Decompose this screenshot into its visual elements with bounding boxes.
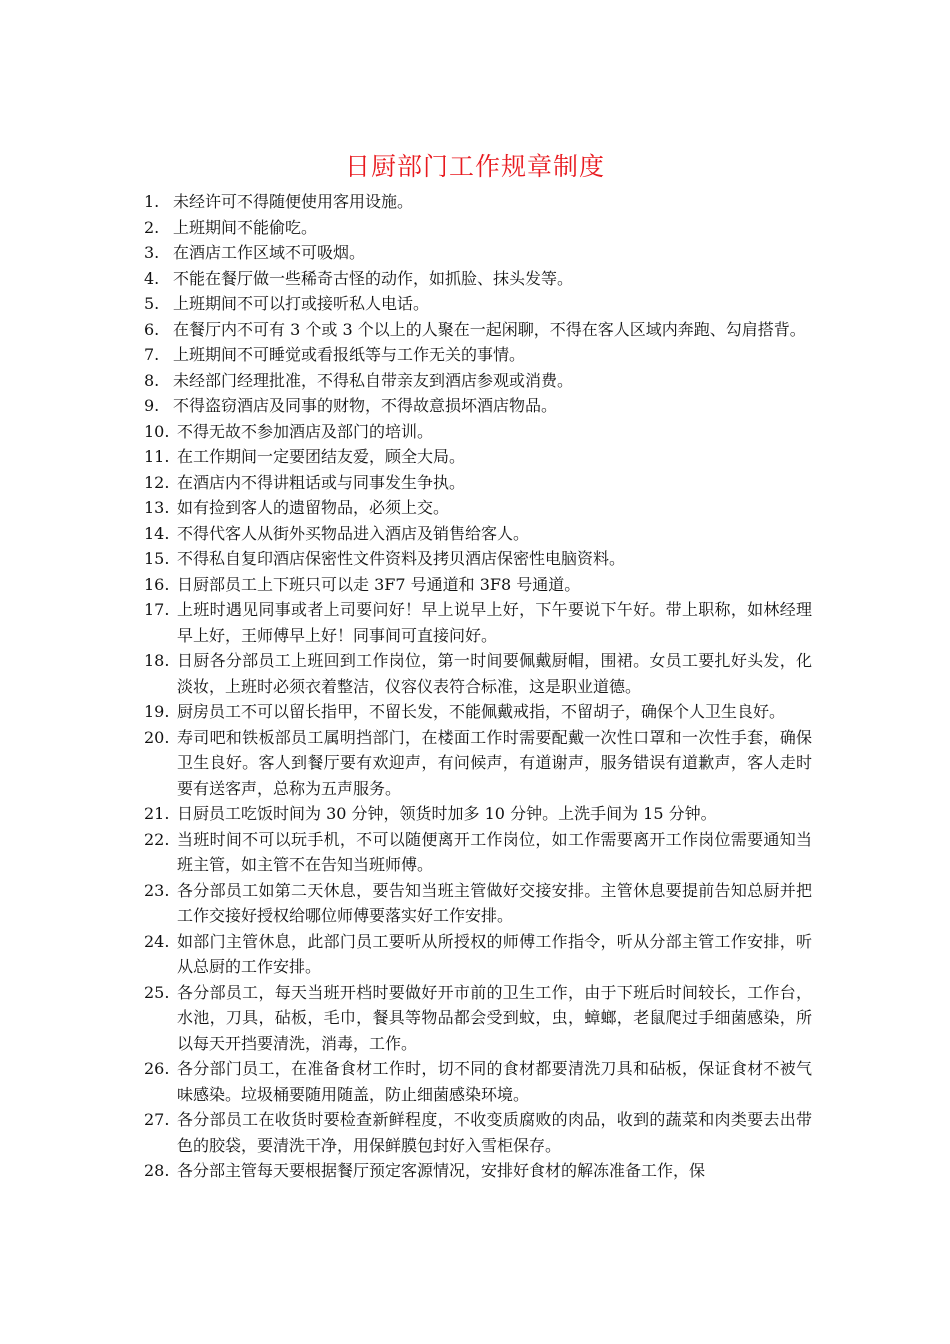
rule-text: 当班时间不可以玩手机，不可以随便离开工作岗位，如工作需要离开工作岗位需要通知当班主管，如主管不在告知当班师傅。: [177, 829, 812, 874]
rule-text: 上班期间不可以打或接听私人电话。: [173, 294, 430, 313]
rule-item: [144, 699, 812, 725]
rule-number: 13.: [144, 498, 170, 517]
rule-number: 28.: [144, 1161, 170, 1180]
rule-text: 不得私自复印酒店保密性文件资料及拷贝酒店保密性电脑资料。: [177, 549, 626, 568]
rule-text: 上班期间不可睡觉或看报纸等与工作无关的事情。: [173, 345, 526, 364]
rule-text: 日厨各分部员工上班回到工作岗位，第一时间要佩戴厨帽，围裙。女员工要扎好头发，化淡妆，上班时必须衣着整洁，仪容仪表符合标准，这是职业道德。: [177, 651, 812, 696]
rule-number: 25.: [144, 982, 170, 1002]
rules-list: [144, 189, 812, 1184]
rule-text: 不得无故不参加酒店及部门的培训。: [177, 421, 434, 441]
rule-text: 在酒店内不得讲粗话或与同事发生争执。: [177, 472, 466, 492]
rule-item: [144, 393, 812, 419]
rule-number: 7.: [144, 345, 160, 364]
rule-number: 4.: [144, 268, 160, 288]
rule-text: 各分部员工如第二天休息，要告知当班主管做好交接安排。主管休息要提前告知总厨并把工作交接好授权给哪位师傅要落实好工作安排。: [177, 880, 812, 925]
rule-text: 寿司吧和铁板部员工属明挡部门，在楼面工作时需要配戴一次性口罩和一次性手套，确保卫生良好。客人到餐厅要有欢迎声，有问候声，有道谢声，服务错误有道歉声，客人走时要有送客声，总称为五声服务。: [177, 727, 812, 798]
rule-number: 21.: [144, 804, 170, 823]
rule-text: 各分部门员工，在准备食材工作时，切不同的食材都要清洗刀具和砧板，保证食材不被气味感染。垃圾桶要随用随盖，防止细菌感染环境。: [177, 1059, 812, 1104]
rule-item: [144, 266, 812, 292]
rule-text: 在工作期间一定要团结友爱，顾全大局。: [177, 447, 466, 466]
rule-text: 在餐厅内不可有 3 个或 3 个以上的人聚在一起闲聊，不得在客人区域内奔跑、勾肩搭背。: [173, 319, 806, 339]
rule-text: 未经许可不得随便使用客用设施。: [173, 192, 414, 211]
rule-number: 14.: [144, 523, 170, 543]
rule-item: [144, 929, 812, 980]
rule-item: [144, 495, 812, 521]
rule-number: 11.: [144, 447, 170, 466]
document-title: 日厨部门工作规章制度: [344, 152, 605, 181]
rule-item: [144, 546, 812, 572]
rule-text: 各分部员工在收货时要检查新鲜程度，不收变质腐败的肉品，收到的蔬菜和肉类要去出带色的胶袋，要清洗干净，用保鲜膜包封好入雪柜保存。: [177, 1110, 812, 1155]
rule-number: 24.: [144, 931, 170, 951]
rule-number: 23.: [144, 880, 170, 900]
rule-item: [144, 725, 812, 802]
rule-number: 3.: [144, 243, 160, 262]
rule-number: 17.: [144, 600, 170, 619]
rule-item: [144, 419, 812, 445]
rule-text: 不能在餐厅做一些稀奇古怪的动作，如抓脸、抹头发等。: [173, 268, 574, 288]
rule-text: 上班时遇见同事或者上司要问好！早上说早上好，下午要说下午好。带上职称，如林经理早上好，王师傅早上好！同事间可直接问好。: [177, 600, 812, 645]
rule-number: 10.: [144, 421, 170, 441]
rule-number: 15.: [144, 549, 170, 568]
rule-item: [144, 878, 812, 929]
rule-number: 26.: [144, 1059, 170, 1078]
rule-item: [144, 1158, 812, 1184]
rule-number: 5.: [144, 294, 160, 313]
rule-item: [144, 342, 812, 368]
rule-text: 日厨员工吃饭时间为 30 分钟，领货时加多 10 分钟。上洗手间为 15 分钟。: [177, 804, 717, 823]
rule-item: [144, 572, 812, 598]
rule-number: 20.: [144, 727, 170, 747]
rule-number: 2.: [144, 217, 160, 237]
rule-text: 上班期间不能偷吃。: [173, 217, 318, 237]
rule-item: [144, 827, 812, 878]
rule-number: 12.: [144, 472, 170, 492]
rule-item: [144, 597, 812, 648]
rule-text: 如部门主管休息，此部门员工要听从所授权的师傅工作指令，听从分部主管工作安排，听从总厨的工作安排。: [177, 931, 812, 976]
rule-number: 6.: [144, 319, 160, 339]
rule-text: 不得盗窃酒店及同事的财物，不得故意损坏酒店物品。: [173, 396, 558, 415]
rule-text: 在酒店工作区域不可吸烟。: [173, 243, 366, 262]
rule-item: [144, 240, 812, 266]
rule-number: 9.: [144, 396, 160, 415]
rule-text: 各分部主管每天要根据餐厅预定客源情况，安排好食材的解冻准备工作，保: [177, 1161, 706, 1180]
rule-item: [144, 368, 812, 394]
rule-item: [144, 1056, 812, 1107]
rule-text: 各分部员工，每天当班开档时要做好开市前的卫生工作，由于下班后时间较长，工作台，水池，刀具，砧板，毛巾，餐具等物品都会受到蚊，虫，蟑螂，老鼠爬过手细菌感染，所以每天开挡要清洗，消毒，工作。: [177, 982, 812, 1053]
rule-text: 未经部门经理批准，不得私自带亲友到酒店参观或消费。: [173, 370, 574, 390]
rule-number: 16.: [144, 574, 170, 594]
rule-number: 1.: [144, 192, 160, 211]
rule-text: 日厨部员工上下班只可以走 3F7 号通道和 3F8 号通道。: [177, 574, 581, 594]
rule-number: 22.: [144, 829, 170, 849]
rule-item: [144, 291, 812, 317]
rule-item: [144, 801, 812, 827]
rule-item: [144, 648, 812, 699]
rule-text: 厨房员工不可以留长指甲，不留长发，不能佩戴戒指，不留胡子，确保个人卫生良好。: [177, 702, 786, 721]
rule-item: [144, 215, 812, 241]
rule-number: 19.: [144, 702, 170, 721]
rule-item: [144, 317, 812, 343]
rule-item: [144, 444, 812, 470]
rule-number: 8.: [144, 370, 160, 390]
rule-item: [144, 521, 812, 547]
rule-item: [144, 189, 812, 215]
rule-text: 如有捡到客人的遗留物品，必须上交。: [177, 498, 450, 517]
rule-item: [144, 1107, 812, 1158]
rule-item: [144, 470, 812, 496]
rule-item: [144, 980, 812, 1057]
rule-text: 不得代客人从街外买物品进入酒店及销售给客人。: [177, 523, 530, 543]
rule-number: 27.: [144, 1110, 170, 1129]
rule-number: 18.: [144, 651, 170, 670]
